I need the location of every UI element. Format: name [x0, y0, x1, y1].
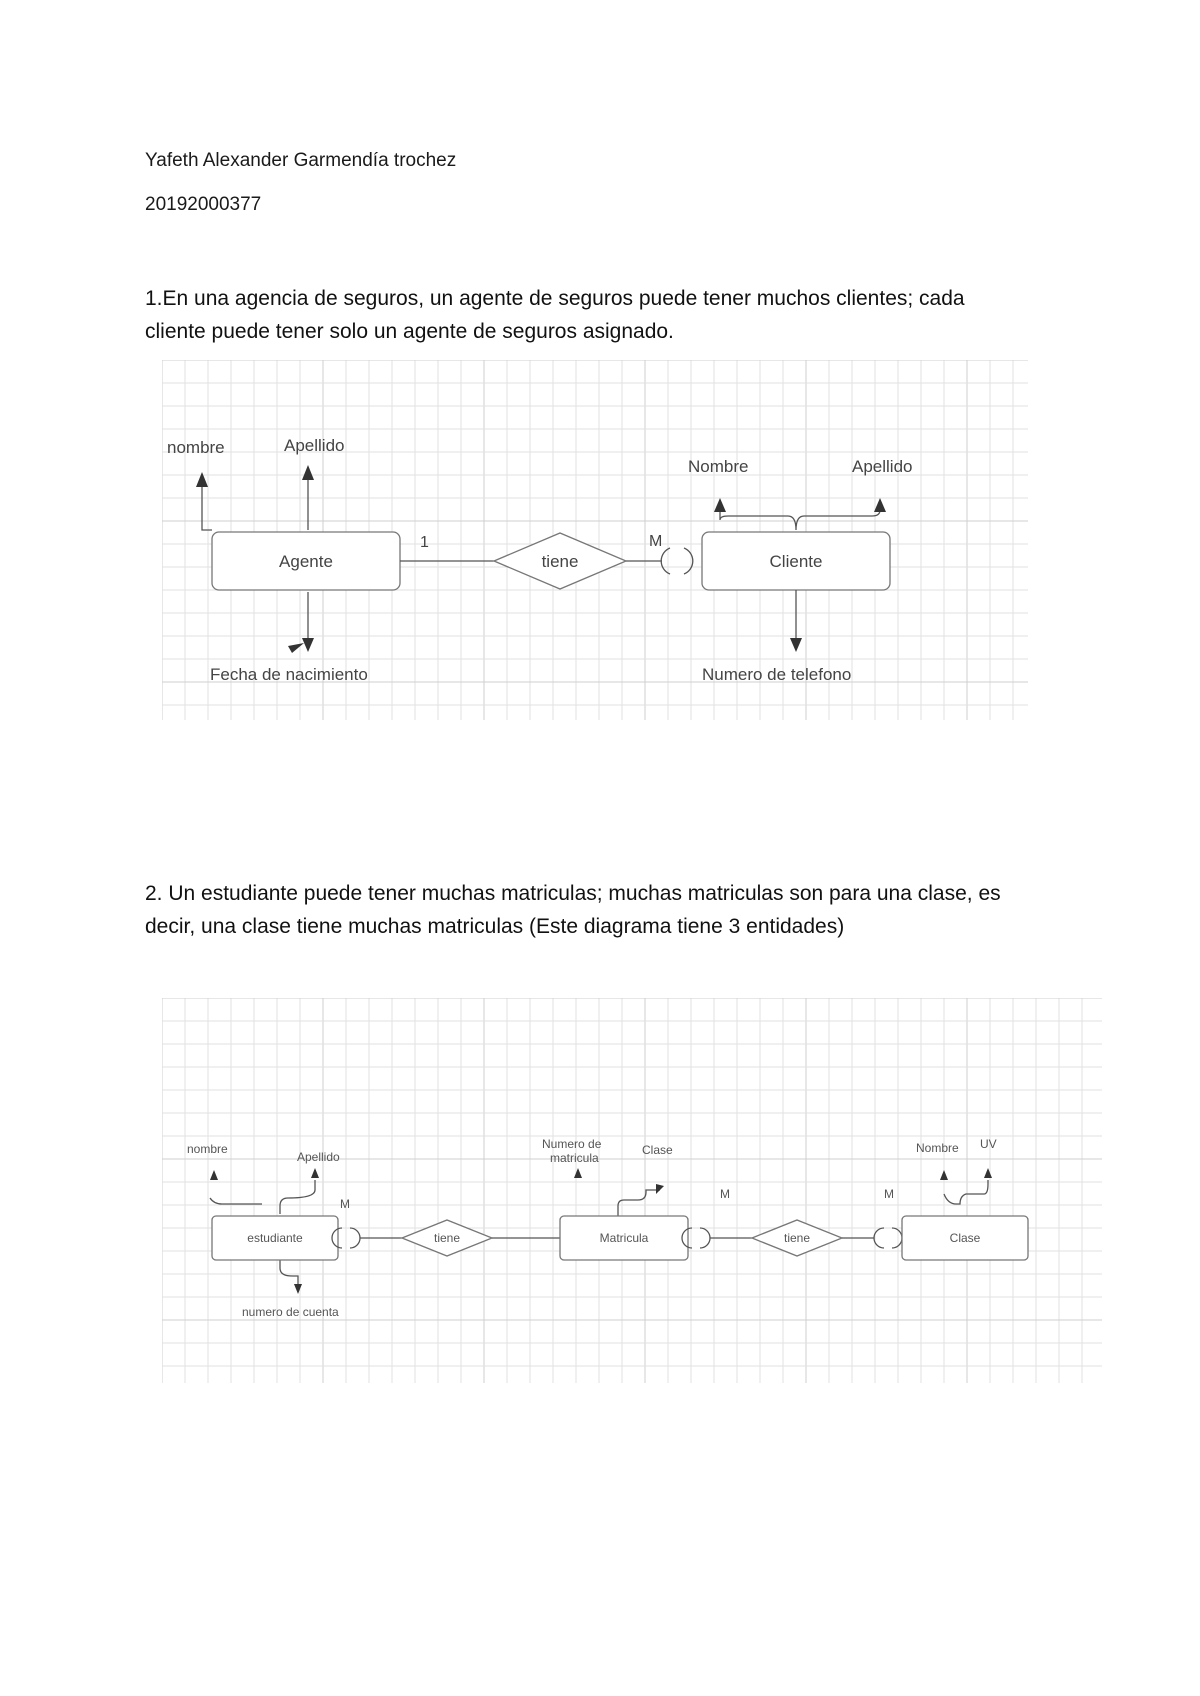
- cardinality-cliente: M: [649, 533, 663, 550]
- attr-cliente-telefono: Numero de telefono: [702, 665, 852, 684]
- question-2-line-2: decir, una clase tiene muchas matriculas (Este diagrama tiene 3 entidades): [145, 915, 845, 938]
- arrow-tip-icon: [288, 643, 304, 653]
- account-number: 20192000377: [145, 194, 262, 215]
- attr-cliente-nombre: Nombre: [688, 457, 749, 476]
- connector-matricula-clase: [618, 1190, 660, 1216]
- er-diagram-agencia: [162, 360, 1028, 720]
- arrow-up-icon: [714, 498, 726, 512]
- entity-agente-label: Agente: [279, 552, 333, 571]
- entity-cliente-label: Cliente: [769, 552, 823, 571]
- relationship-tiene-2-label: tiene: [783, 1231, 811, 1245]
- author-name: Yafeth Alexander Garmendía trochez: [145, 150, 457, 171]
- relationship-tiene-1-label: tiene: [433, 1231, 461, 1245]
- arrow-up-icon: [656, 1184, 664, 1194]
- attr-matricula-numero-1: Numero de: [542, 1137, 602, 1151]
- arrow-up-icon: [196, 472, 208, 487]
- attr-matricula-clase: Clase: [642, 1143, 673, 1157]
- arrow-up-icon: [311, 1168, 319, 1178]
- attr-cliente-apellido: Apellido: [852, 457, 913, 476]
- cardinality-clase: M: [884, 1187, 894, 1201]
- connector-estudiante-apellido: [280, 1180, 315, 1214]
- crowfoot-circle: [892, 1228, 902, 1248]
- entity-matricula-label: Matricula: [599, 1231, 649, 1245]
- attr-estudiante-apellido: Apellido: [297, 1150, 340, 1164]
- connector-clase-attributes: [944, 1180, 988, 1204]
- question-2-line-1: 2. Un estudiante puede tener muchas matriculas; muchas matriculas son para una clase, es: [145, 882, 1001, 905]
- attr-clase-nombre: Nombre: [916, 1141, 959, 1155]
- entity-clase-label: Clase: [949, 1231, 981, 1245]
- arrow-up-icon: [940, 1170, 948, 1180]
- er-diagram-matriculas: [162, 998, 1102, 1383]
- attr-agente-fecha: Fecha de nacimiento: [210, 665, 368, 684]
- attr-agente-nombre: nombre: [167, 438, 225, 457]
- connector-agente-nombre: [202, 485, 212, 530]
- attr-estudiante-cuenta: numero de cuenta: [242, 1305, 339, 1319]
- crowfoot-circle-left: [661, 548, 670, 574]
- arrow-down-icon: [790, 638, 802, 652]
- crowfoot-circle: [350, 1228, 360, 1248]
- arrow-up-icon: [302, 465, 314, 480]
- connector-estudiante-cuenta: [280, 1260, 298, 1284]
- cardinality-matricula: M: [720, 1187, 730, 1201]
- cardinality-estudiante: M: [340, 1197, 350, 1211]
- crowfoot-circle: [700, 1228, 710, 1248]
- cardinality-agente: 1: [420, 534, 429, 551]
- question-1-text: [145, 282, 1075, 348]
- brace-cliente-attributes: [720, 510, 880, 530]
- question-2-text: [145, 877, 1075, 943]
- arrow-up-icon: [874, 498, 886, 512]
- arrow-up-icon: [984, 1168, 992, 1178]
- arrow-down-icon: [302, 638, 314, 652]
- attr-agente-apellido: Apellido: [284, 436, 345, 455]
- relationship-tiene-label: tiene: [541, 552, 579, 571]
- arrow-up-icon: [574, 1168, 582, 1178]
- grid-background: [162, 998, 1102, 1383]
- entity-estudiante-label: estudiante: [247, 1231, 303, 1245]
- attr-matricula-numero-2: matricula: [550, 1151, 599, 1165]
- arrow-up-icon: [210, 1170, 218, 1180]
- question-1-line-1: 1.En una agencia de seguros, un agente de seguros puede tener muchos clientes; cada: [145, 287, 965, 310]
- arrow-down-icon: [294, 1284, 302, 1294]
- question-1-line-2: cliente puede tener solo un agente de seguros asignado.: [145, 320, 674, 343]
- attr-estudiante-nombre: nombre: [187, 1142, 228, 1156]
- attr-clase-uv: UV: [980, 1137, 997, 1151]
